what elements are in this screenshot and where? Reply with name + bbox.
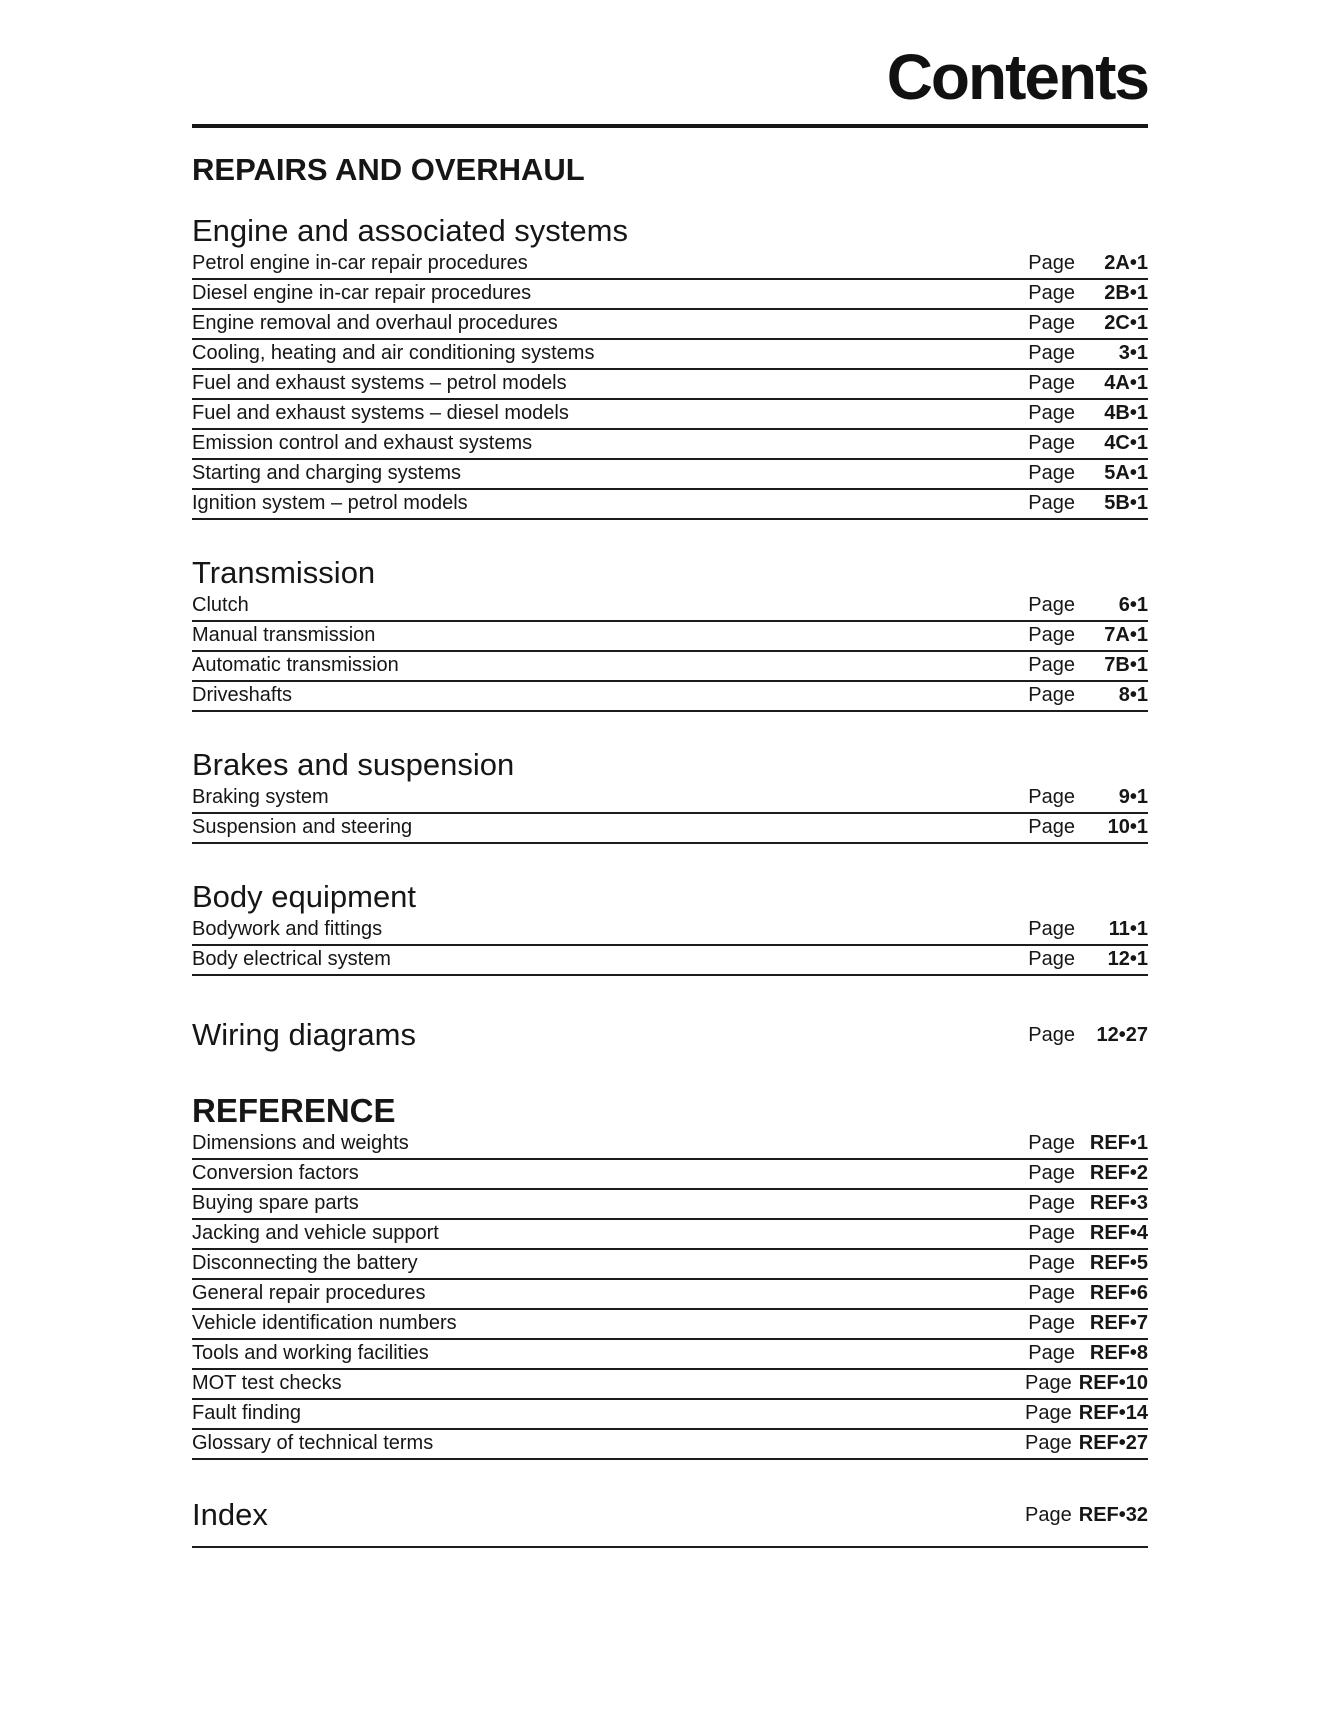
page-word: Page bbox=[1025, 1504, 1072, 1526]
section-heading-brakes: Brakes and suspension bbox=[192, 747, 515, 782]
toc-item-label: Bodywork and fittings bbox=[192, 918, 383, 940]
page-number: 4A•1 bbox=[1104, 372, 1148, 394]
page-ref bbox=[1028, 252, 1148, 275]
page-number: REF•4 bbox=[1089, 1222, 1148, 1244]
toc-row bbox=[192, 1250, 1148, 1280]
page-number: 10•1 bbox=[1107, 816, 1148, 838]
page-ref bbox=[1025, 1372, 1148, 1395]
toc-row bbox=[192, 310, 1148, 340]
page-number: 12•1 bbox=[1107, 948, 1148, 970]
page-word: Page bbox=[1028, 312, 1075, 334]
page-word: Page bbox=[1028, 282, 1075, 304]
toc-row bbox=[192, 1160, 1148, 1190]
page-ref bbox=[1028, 1342, 1148, 1365]
page-number: 2C•1 bbox=[1104, 312, 1148, 334]
page-number: 2A•1 bbox=[1104, 252, 1148, 274]
page-ref bbox=[1028, 282, 1148, 305]
page-number: 12•27 bbox=[1096, 1024, 1148, 1046]
section-heading-engine: Engine and associated systems bbox=[192, 213, 628, 248]
page-number: 4B•1 bbox=[1104, 402, 1148, 424]
toc-item-label: Vehicle identification numbers bbox=[192, 1312, 457, 1334]
page-word: Page bbox=[1028, 342, 1075, 364]
toc-item-label: Tools and working facilities bbox=[192, 1342, 429, 1364]
page-word: Page bbox=[1025, 1402, 1072, 1424]
page-word: Page bbox=[1028, 1312, 1075, 1334]
toc-item-label: Disconnecting the battery bbox=[192, 1252, 418, 1274]
page-ref bbox=[1028, 432, 1148, 455]
page-word: Page bbox=[1028, 1162, 1075, 1184]
toc-row bbox=[192, 622, 1148, 652]
page-ref bbox=[1025, 1402, 1148, 1425]
page-word: Page bbox=[1028, 432, 1075, 454]
toc-row bbox=[192, 1220, 1148, 1250]
page-number: REF•1 bbox=[1089, 1132, 1148, 1154]
page-word: Page bbox=[1028, 462, 1075, 484]
section-transmission bbox=[192, 554, 1148, 712]
toc-item-label: Driveshafts bbox=[192, 684, 293, 706]
toc-row bbox=[192, 1430, 1148, 1460]
page-number: REF•2 bbox=[1089, 1162, 1148, 1184]
toc-item-label: Glossary of technical terms bbox=[192, 1432, 434, 1454]
page-word: Page bbox=[1028, 786, 1075, 808]
toc-row bbox=[192, 250, 1148, 280]
wiring-diagrams-row bbox=[192, 1016, 1148, 1054]
toc-row bbox=[192, 784, 1148, 814]
page-word: Page bbox=[1028, 918, 1075, 940]
toc-row bbox=[192, 1340, 1148, 1370]
contents-document bbox=[192, 0, 1148, 1548]
page-word: Page bbox=[1028, 492, 1075, 514]
page-ref bbox=[1028, 1282, 1148, 1305]
page-word: Page bbox=[1028, 252, 1075, 274]
page-word: Page bbox=[1028, 1132, 1075, 1154]
toc-item-label: Clutch bbox=[192, 594, 249, 616]
toc-row bbox=[192, 460, 1148, 490]
page-word: Page bbox=[1028, 1024, 1075, 1046]
page-number: 11•1 bbox=[1108, 918, 1148, 940]
page-ref bbox=[1028, 654, 1148, 677]
page-number: REF•14 bbox=[1078, 1402, 1148, 1424]
page-number: 9•1 bbox=[1118, 786, 1148, 808]
page-number: 7A•1 bbox=[1104, 624, 1148, 646]
page-number: REF•3 bbox=[1089, 1192, 1148, 1214]
page-ref bbox=[1028, 1132, 1148, 1155]
page-ref bbox=[1028, 1312, 1148, 1335]
toc-item-label: Manual transmission bbox=[192, 624, 376, 646]
page-word: Page bbox=[1028, 1342, 1075, 1364]
reference-heading: REFERENCE bbox=[192, 1092, 396, 1129]
toc-item-label: Automatic transmission bbox=[192, 654, 399, 676]
section-engine bbox=[192, 212, 1148, 520]
page-ref bbox=[1028, 492, 1148, 515]
toc-row bbox=[192, 916, 1148, 946]
toc-item-label: Conversion factors bbox=[192, 1162, 359, 1184]
page-number: 7B•1 bbox=[1104, 654, 1148, 676]
toc-row bbox=[192, 430, 1148, 460]
page-ref bbox=[1028, 1192, 1148, 1215]
page-word: Page bbox=[1025, 1372, 1072, 1394]
page-number: REF•32 bbox=[1078, 1504, 1148, 1526]
page-ref bbox=[1028, 594, 1148, 617]
toc-row bbox=[192, 490, 1148, 520]
page-ref bbox=[1028, 1252, 1148, 1275]
repairs-overhaul-heading: REPAIRS AND OVERHAUL bbox=[192, 152, 585, 187]
toc-item-label: Diesel engine in-car repair procedures bbox=[192, 282, 532, 304]
page-word: Page bbox=[1028, 1222, 1075, 1244]
page-word: Page bbox=[1028, 684, 1075, 706]
toc-item-label: Starting and charging systems bbox=[192, 462, 462, 484]
toc-row bbox=[192, 652, 1148, 682]
page-number: REF•8 bbox=[1089, 1342, 1148, 1364]
page-ref bbox=[1025, 1496, 1148, 1534]
toc-row bbox=[192, 1130, 1148, 1160]
page-number: 2B•1 bbox=[1104, 282, 1148, 304]
section-heading-transmission: Transmission bbox=[192, 555, 376, 590]
toc-row bbox=[192, 1400, 1148, 1430]
page-ref bbox=[1028, 342, 1148, 365]
toc-item-label: Jacking and vehicle support bbox=[192, 1222, 439, 1244]
section-reference bbox=[192, 1092, 1148, 1460]
toc-item-label: Cooling, heating and air conditioning systems bbox=[192, 342, 595, 364]
toc-item-label: MOT test checks bbox=[192, 1372, 342, 1394]
index-row bbox=[192, 1496, 1148, 1548]
toc-item-label: Fuel and exhaust systems – diesel models bbox=[192, 402, 569, 424]
toc-item-label: Petrol engine in-car repair procedures bbox=[192, 252, 528, 274]
page-word: Page bbox=[1028, 654, 1075, 676]
toc-row bbox=[192, 340, 1148, 370]
page-title: Contents bbox=[886, 41, 1148, 113]
page-ref bbox=[1028, 816, 1148, 839]
page-word: Page bbox=[1028, 594, 1075, 616]
page-ref bbox=[1028, 1222, 1148, 1245]
page-word: Page bbox=[1028, 1192, 1075, 1214]
page-word: Page bbox=[1028, 1252, 1075, 1274]
page-ref bbox=[1028, 1016, 1148, 1054]
page-number: REF•5 bbox=[1089, 1252, 1148, 1274]
toc-row bbox=[192, 280, 1148, 310]
page-word: Page bbox=[1028, 1282, 1075, 1304]
page-ref bbox=[1028, 684, 1148, 707]
page-word: Page bbox=[1028, 948, 1075, 970]
toc-row bbox=[192, 946, 1148, 976]
page-ref bbox=[1025, 1432, 1148, 1455]
toc-item-label: Engine removal and overhaul procedures bbox=[192, 312, 558, 334]
page-number: 3•1 bbox=[1118, 342, 1148, 364]
toc-item-label: Emission control and exhaust systems bbox=[192, 432, 533, 454]
page-ref bbox=[1028, 786, 1148, 809]
toc-item-label: Braking system bbox=[192, 786, 329, 808]
page-number: REF•27 bbox=[1078, 1432, 1148, 1454]
page-number: 4C•1 bbox=[1104, 432, 1148, 454]
toc-row bbox=[192, 1280, 1148, 1310]
page-ref bbox=[1028, 948, 1148, 971]
toc-row bbox=[192, 682, 1148, 712]
index-heading: Index bbox=[192, 1497, 268, 1532]
page-ref bbox=[1028, 918, 1148, 941]
toc-item-label: Suspension and steering bbox=[192, 816, 413, 838]
toc-item-label: Body electrical system bbox=[192, 948, 391, 970]
toc-item-label: Buying spare parts bbox=[192, 1192, 359, 1214]
page-ref bbox=[1028, 372, 1148, 395]
page-number: 8•1 bbox=[1118, 684, 1148, 706]
page-ref bbox=[1028, 624, 1148, 647]
toc-item-label: Dimensions and weights bbox=[192, 1132, 409, 1154]
toc-item-label: Fuel and exhaust systems – petrol models bbox=[192, 372, 567, 394]
wiring-diagrams-heading: Wiring diagrams bbox=[192, 1017, 416, 1052]
page-number: REF•6 bbox=[1089, 1282, 1148, 1304]
page-number: REF•7 bbox=[1089, 1312, 1148, 1334]
page-word: Page bbox=[1028, 816, 1075, 838]
toc-item-label: General repair procedures bbox=[192, 1282, 426, 1304]
page-ref bbox=[1028, 1162, 1148, 1185]
toc-item-label: Fault finding bbox=[192, 1402, 301, 1424]
page-number: REF•10 bbox=[1078, 1372, 1148, 1394]
page-ref bbox=[1028, 312, 1148, 335]
page-ref bbox=[1028, 402, 1148, 425]
toc-row bbox=[192, 1190, 1148, 1220]
toc-row bbox=[192, 370, 1148, 400]
toc-row bbox=[192, 1370, 1148, 1400]
toc-row bbox=[192, 1310, 1148, 1340]
page-number: 6•1 bbox=[1118, 594, 1148, 616]
page-number: 5A•1 bbox=[1104, 462, 1148, 484]
page-word: Page bbox=[1025, 1432, 1072, 1454]
toc-row bbox=[192, 400, 1148, 430]
toc-row bbox=[192, 814, 1148, 844]
page-word: Page bbox=[1028, 624, 1075, 646]
page-word: Page bbox=[1028, 372, 1075, 394]
section-body bbox=[192, 878, 1148, 976]
page-ref bbox=[1028, 462, 1148, 485]
toc-item-label: Ignition system – petrol models bbox=[192, 492, 468, 514]
page-word: Page bbox=[1028, 402, 1075, 424]
section-heading-body: Body equipment bbox=[192, 879, 417, 914]
section-brakes bbox=[192, 746, 1148, 844]
page-number: 5B•1 bbox=[1104, 492, 1148, 514]
title-rule bbox=[192, 124, 1148, 128]
toc-row bbox=[192, 592, 1148, 622]
